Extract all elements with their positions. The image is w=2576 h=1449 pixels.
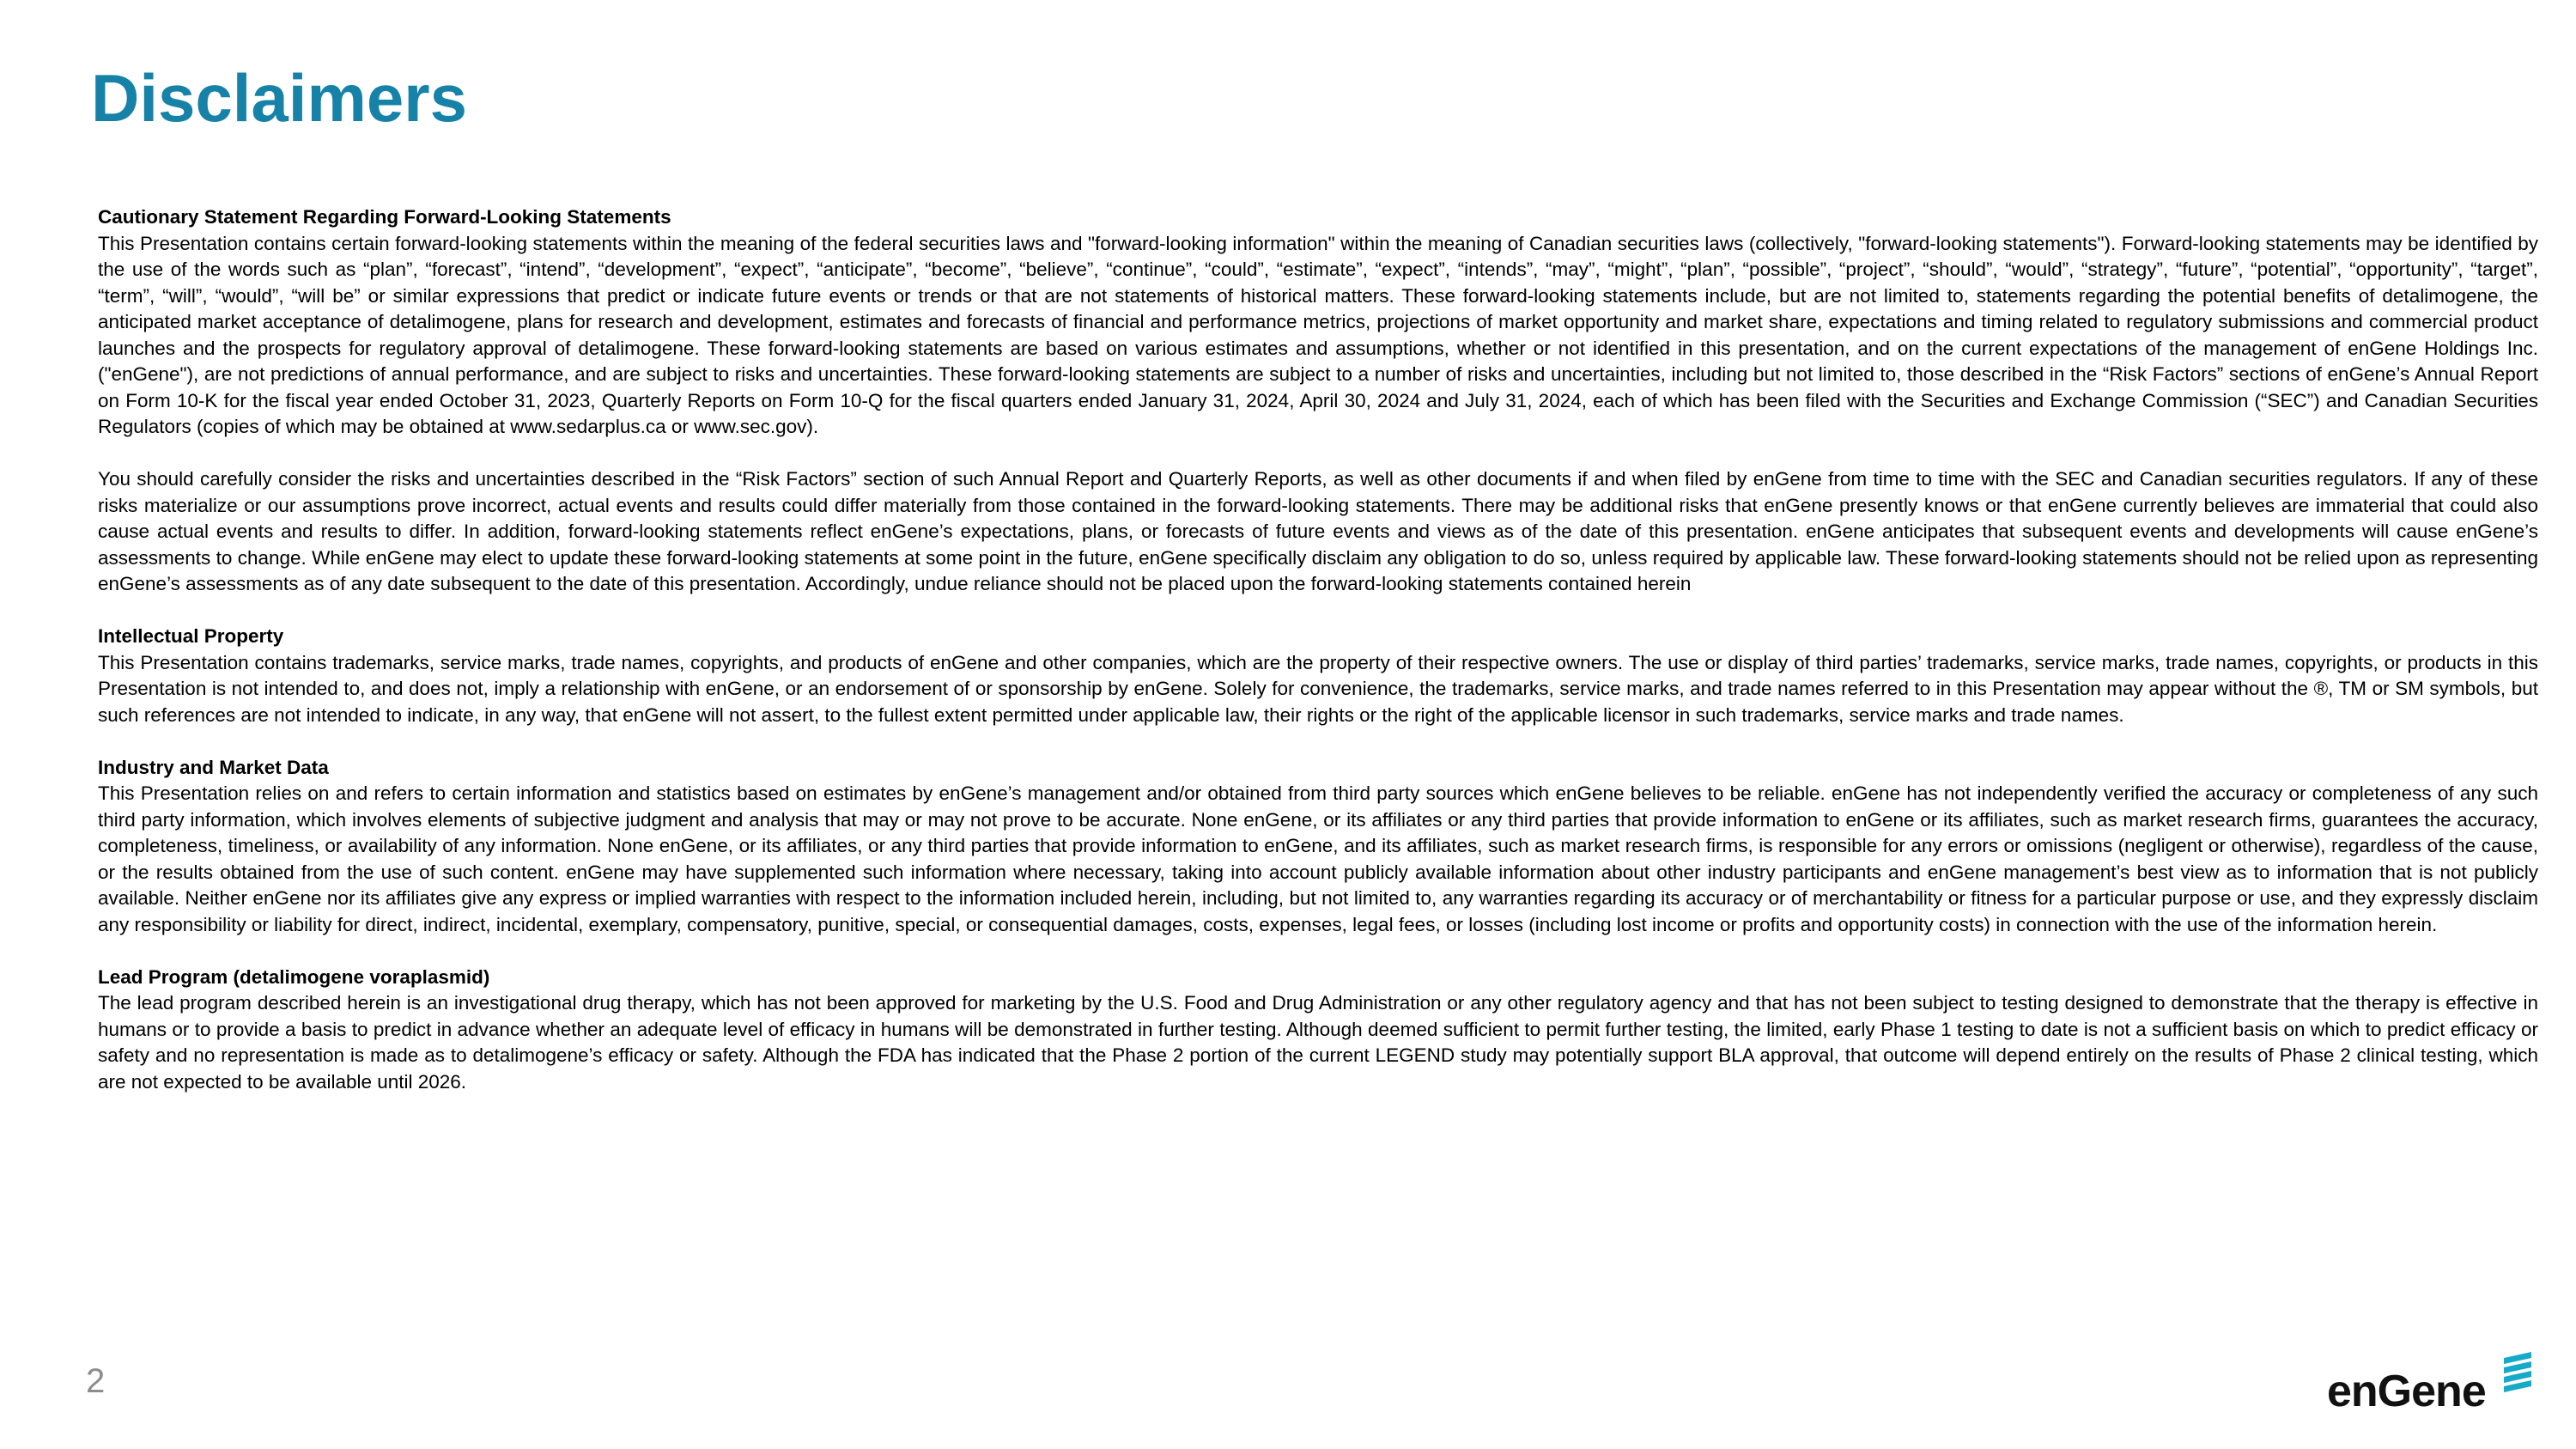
page-number: 2 — [86, 1362, 106, 1400]
intellectual-property-paragraph: This Presentation contains trademarks, service marks, trade names, copyrights, and products of enGene and other companies, which are the property of their respective owners. The use or display of third parties’ trademarks, service marks, trade names, copyrights, or products in this Presentation is not intended to, and does not, imply a relationship with enGene, or an endorsement of or sponsorship by enGene. Solely for convenience, the trademarks, service marks, and trade names referred to in this Presentation may appear without the ®, TM or SM symbols, but such references are not intended to indicate, in any way, that enGene will not assert, to the fullest extent permitted under applicable law, their rights or the right of the applicable licensor in such trademarks, service marks and trade names. — [98, 651, 2538, 726]
forward-looking-paragraph-1: This Presentation contains certain forward-looking statements within the meaning of the federal securities laws and "forward-looking information" within the meaning of Canadian securities laws (collectively, "forward-looking statements"). Forward-looking statements may be identified by the use of the words such as “plan”, “forecast”, “intend”, “development”, “expect”, “anticipate”, “become”, “believe”, “continue”, “could”, “estimate”, “expect”, “intends”, “may”, “might”, “plan”, “possible”, “project”, “should”, “would”, “strategy”, “future”, “potential”, “opportunity”, “target”, “term”, “will”, “would”, “will be” or similar expressions that predict or indicate future events or trends or that are not statements of historical matters. These forward-looking statements include, but are not limited to, statements regarding the potential benefits of detalimogene, the anticipated market acceptance of detalimogene, plans for research and development, estimates and forecasts of financial and performance metrics, projections of market opportunity and market share, expectations and timing related to regulatory submissions and commercial product launches and the prospects for regulatory approval of detalimogene. These forward-looking statements are based on various estimates and assumptions, whether or not identified in this presentation, and on the current expectations of the management of enGene Holdings Inc. ("enGene"), are not predictions of annual performance, and are subject to risks and uncertainties. These forward-looking statements are subject to a number of risks and uncertainties, including but not limited to, those described in the “Risk Factors” sections of enGene’s Annual Report on Form 10-K for the fiscal year ended October 31, 2023, Quarterly Reports on Form 10-Q for the fiscal quarters ended January 31, 2024, April 30, 2024 and July 31, 2024, each of which has been filed with the Securities and Exchange Commission (“SEC”) and Canadian Securities Regulators (copies of which may be obtained at www.sedarplus.ca or www.sec.gov). — [98, 232, 2538, 437]
paragraph-spacer — [98, 441, 2538, 467]
forward-looking-heading: Cautionary Statement Regarding Forward-Looking Statements — [98, 206, 671, 228]
paragraph-spacer — [98, 938, 2538, 965]
logo-wordmark: enGene — [2327, 1367, 2486, 1416]
industry-data-paragraph: This Presentation relies on and refers to certain information and statistics based on estimates by enGene’s management and/or obtained from third party sources which enGene believes to be reliable. enGene has not independently verified the accuracy or completeness of any such third party information, which involves elements of subjective judgment and analysis that may or may not prove to be accurate. None enGene, or its affiliates or any third parties that provide information to enGene or its affiliates, such as market research firms, guarantees the accuracy, completeness, timeliness, or availability of any information. None enGene, or its affiliates, or any third parties that provide information to enGene, and its affiliates, such as market research firms, is responsible for any errors or omissions (negligent or otherwise), regardless of the cause, or the results obtained from the use of such content. enGene may have supplemented such information where necessary, taking into account publicly available information about other industry participants and enGene management’s best view as to information that is not publicly available. Neither enGene nor its affiliates give any express or implied warranties with respect to the information included herein, including, but not limited to, any warranties regarding its accuracy or of merchantability or fitness for a particular purpose or use, and they expressly disclaim any responsibility or liability for direct, indirect, incidental, exemplary, compensatory, punitive, special, or consequential damages, costs, expenses, legal fees, or losses (including lost income or profits and opportunity costs) in connection with the use of the information herein. — [98, 782, 2538, 935]
disclaimer-body — [98, 204, 2538, 1095]
engene-logo — [2327, 1350, 2533, 1419]
industry-data-heading: Industry and Market Data — [98, 756, 329, 778]
page-title: Disclaimers — [91, 60, 467, 136]
lead-program-heading: Lead Program (detalimogene voraplasmid) — [98, 965, 490, 988]
paragraph-spacer — [98, 728, 2538, 755]
intellectual-property-heading: Intellectual Property — [98, 625, 284, 647]
engene-stripes-logo-icon — [2499, 1350, 2533, 1397]
paragraph-spacer — [98, 598, 2538, 624]
lead-program-paragraph: The lead program described herein is an investigational drug therapy, which has not been approved for marketing by the U.S. Food and Drug Administration or any other regulatory agency and that has not been subject to testing designed to demonstrate that the therapy is effective in humans or to provide a basis to predict in advance whether an adequate level of efficacy in humans will be demonstrated in further testing. Although deemed sufficient to permit further testing, the limited, early Phase 1 testing to date is not a sufficient basis on which to predict efficacy or safety and no representation is made as to detalimogene’s efficacy or safety. Although the FDA has indicated that the Phase 2 portion of the current LEGEND study may potentially support BLA approval, that outcome will depend entirely on the results of Phase 2 clinical testing, which are not expected to be available until 2026. — [98, 992, 2538, 1093]
forward-looking-paragraph-2: You should carefully consider the risks and uncertainties described in the “Risk Factors” section of such Annual Report and Quarterly Reports, as well as other documents if and when filed by enGene from time to time with the SEC and Canadian securities regulators. If any of these risks materialize or our assumptions prove incorrect, actual events and results could differ materially from those contained in the forward-looking statements. There may be additional risks that enGene presently knows or that enGene currently believes are immaterial that could also cause actual events and results to differ. In addition, forward-looking statements reflect enGene’s expectations, plans, or forecasts of future events and views as of the date of this presentation. enGene anticipates that subsequent events and developments will cause enGene’s assessments to change. While enGene may elect to update these forward-looking statements at some point in the future, enGene specifically disclaim any obligation to do so, unless required by applicable law. These forward-looking statements should not be relied upon as representing enGene’s assessments as of any date subsequent to the date of this presentation. Accordingly, undue reliance should not be placed upon the forward-looking statements contained herein — [98, 468, 2538, 594]
